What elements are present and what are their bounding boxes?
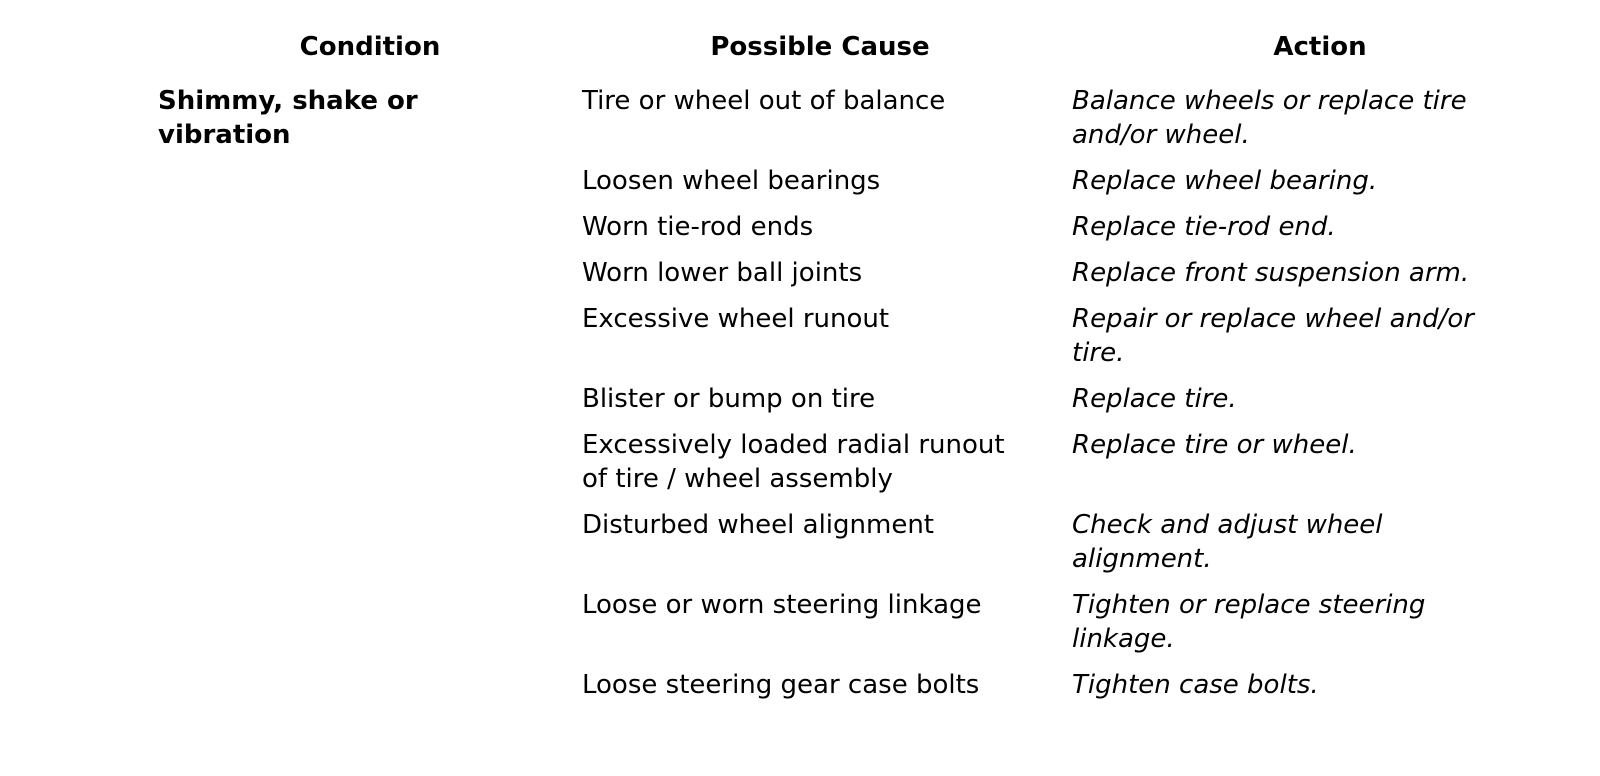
table-row bbox=[582, 428, 1542, 496]
action-cell bbox=[1072, 302, 1522, 370]
condition-line-1: Shimmy, shake or bbox=[158, 86, 418, 116]
table-row bbox=[582, 508, 1542, 576]
action-line-2: alignment. bbox=[1072, 544, 1212, 574]
action-line-1: Replace tie-rod end. bbox=[1072, 212, 1336, 242]
action-line-1: Replace wheel bearing. bbox=[1072, 166, 1378, 196]
cause-line-2: of tire / wheel assembly bbox=[582, 464, 893, 494]
action-cell bbox=[1072, 382, 1522, 416]
condition-line-2: vibration bbox=[158, 120, 291, 150]
action-line-1: Replace tire or wheel. bbox=[1072, 430, 1357, 460]
table-row bbox=[582, 302, 1542, 370]
action-cell bbox=[1072, 210, 1522, 244]
action-cell bbox=[1072, 508, 1522, 576]
table-row bbox=[582, 84, 1542, 152]
cause-cell: Blister or bump on tire bbox=[582, 384, 876, 414]
action-line-1: Check and adjust wheel bbox=[1072, 510, 1383, 540]
cause-cell: Worn lower ball joints bbox=[582, 258, 863, 288]
action-line-1: Tighten case bolts. bbox=[1072, 670, 1319, 700]
action-cell bbox=[1072, 84, 1522, 152]
action-line-1: Tighten or replace steering bbox=[1072, 590, 1426, 620]
cause-line-1: Excessively loaded radial runout bbox=[582, 430, 1005, 460]
action-line-1: Replace front suspension arm. bbox=[1072, 258, 1470, 288]
action-cell bbox=[1072, 428, 1522, 496]
table-row bbox=[582, 164, 1542, 198]
cause-cell: Loosen wheel bearings bbox=[582, 166, 881, 196]
action-cell bbox=[1072, 588, 1522, 656]
action-line-2: tire. bbox=[1072, 338, 1125, 368]
table-row bbox=[582, 588, 1542, 656]
cause-cell: Loose or worn steering linkage bbox=[582, 590, 982, 620]
cause-action-rows bbox=[582, 84, 1542, 714]
cause-cell bbox=[582, 428, 1072, 496]
condition-cell bbox=[158, 84, 578, 152]
cause-cell: Excessive wheel runout bbox=[582, 304, 890, 334]
table-row bbox=[582, 668, 1542, 702]
action-cell bbox=[1072, 668, 1522, 702]
cause-cell: Disturbed wheel alignment bbox=[582, 510, 935, 540]
action-line-1: Balance wheels or replace tire bbox=[1072, 86, 1467, 116]
cause-cell: Loose steering gear case bolts bbox=[582, 670, 980, 700]
table-row bbox=[582, 210, 1542, 244]
cause-cell: Worn tie-rod ends bbox=[582, 212, 814, 242]
header-action: Action bbox=[1273, 32, 1367, 62]
header-possible-cause: Possible Cause bbox=[710, 32, 930, 62]
header-condition: Condition bbox=[299, 32, 441, 62]
action-line-2: linkage. bbox=[1072, 624, 1175, 654]
cause-cell: Tire or wheel out of balance bbox=[582, 86, 946, 116]
table-row bbox=[582, 382, 1542, 416]
action-cell bbox=[1072, 164, 1522, 198]
action-line-1: Repair or replace wheel and/or bbox=[1072, 304, 1474, 334]
action-line-1: Replace tire. bbox=[1072, 384, 1237, 414]
action-cell bbox=[1072, 256, 1522, 290]
table-row bbox=[582, 256, 1542, 290]
action-line-2: and/or wheel. bbox=[1072, 120, 1250, 150]
